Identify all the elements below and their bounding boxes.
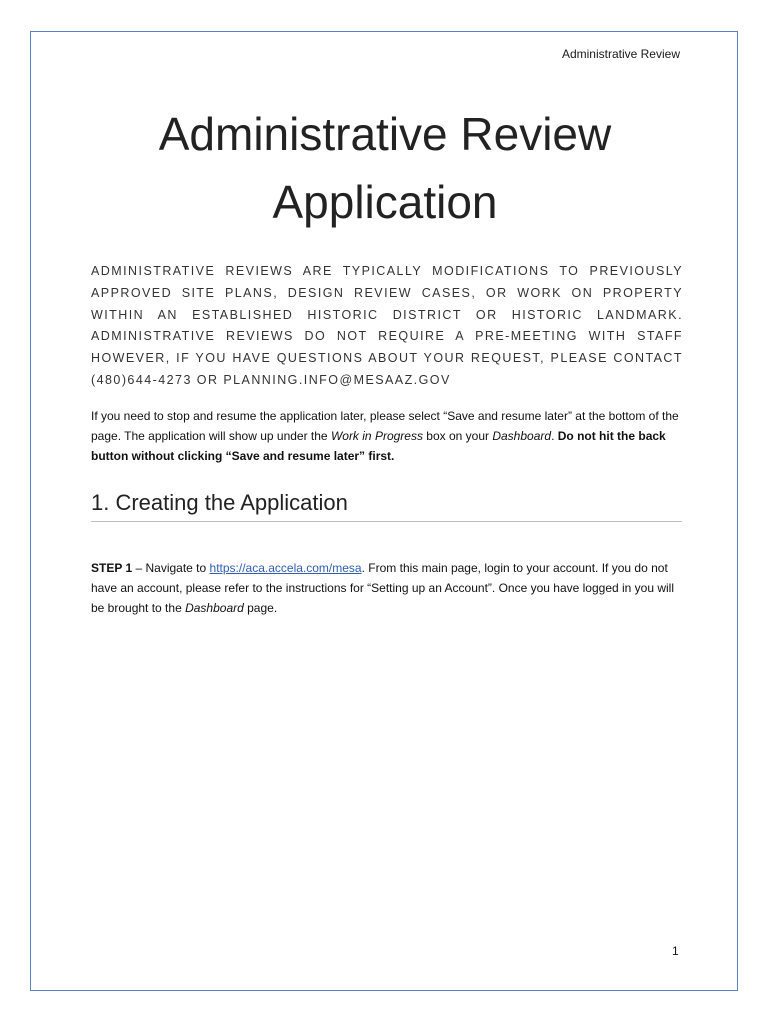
step-1-dashboard-text: Dashboard [185, 601, 244, 615]
instructions-paragraph [91, 406, 681, 466]
work-in-progress-text: Work in Progress [330, 429, 423, 443]
page-title [90, 100, 680, 236]
instructions-text-2: box on your [422, 429, 493, 443]
back-button-warning: Do not hit the back button without clicking “Save and resume later” first. [91, 429, 666, 463]
step-1-label: STEP 1 [91, 561, 133, 575]
instructions-text-1: If you need to stop and resume the application later, please select “Save and resume later” at the bottom of the page. The application will show up under the [91, 409, 679, 443]
intro-paragraph: ADMINISTRATIVE REVIEWS ARE TYPICALLY MODIFICATIONS TO PREVIOUSLY APPROVED SITE PLANS, DESIGN REVIEW CASES, OR WORK ON PROPERTY WITHIN AN ESTABLISHED HISTORIC DISTRICT OR HISTORIC LANDMARK. ADMINISTRATIVE REVIEWS DO NOT REQUIRE A PRE-MEETING WITH STAFF HOWEVER, IF YOU HAVE QUESTIONS ABOUT YOUR REQUEST, PLEASE CONTACT (480)644-4273 OR PLANNING.INFO@MESAAZ.GOV [91, 264, 683, 387]
page-title-line1: Administrative Review [158, 108, 612, 160]
page-number: 1 [672, 944, 679, 958]
page-title-line2: Application [272, 176, 498, 228]
step-1-paragraph [91, 558, 681, 618]
dashboard-text: Dashboard [492, 429, 552, 443]
accela-link[interactable]: https://aca.accela.com/mesa [209, 561, 362, 575]
step-1-text-1: – Navigate to [132, 561, 210, 575]
step-1-text-3: page. [243, 601, 278, 615]
running-header: Administrative Review [561, 47, 680, 61]
section-heading: 1. Creating the Application [91, 490, 682, 522]
step-1-text-2: . From this main page, login to your account. If you do not have an account, please refer to the instructions for “Setting up an Account”. Once you have logged in you will be brought to the [91, 561, 675, 615]
instructions-text-3: . [551, 429, 558, 443]
